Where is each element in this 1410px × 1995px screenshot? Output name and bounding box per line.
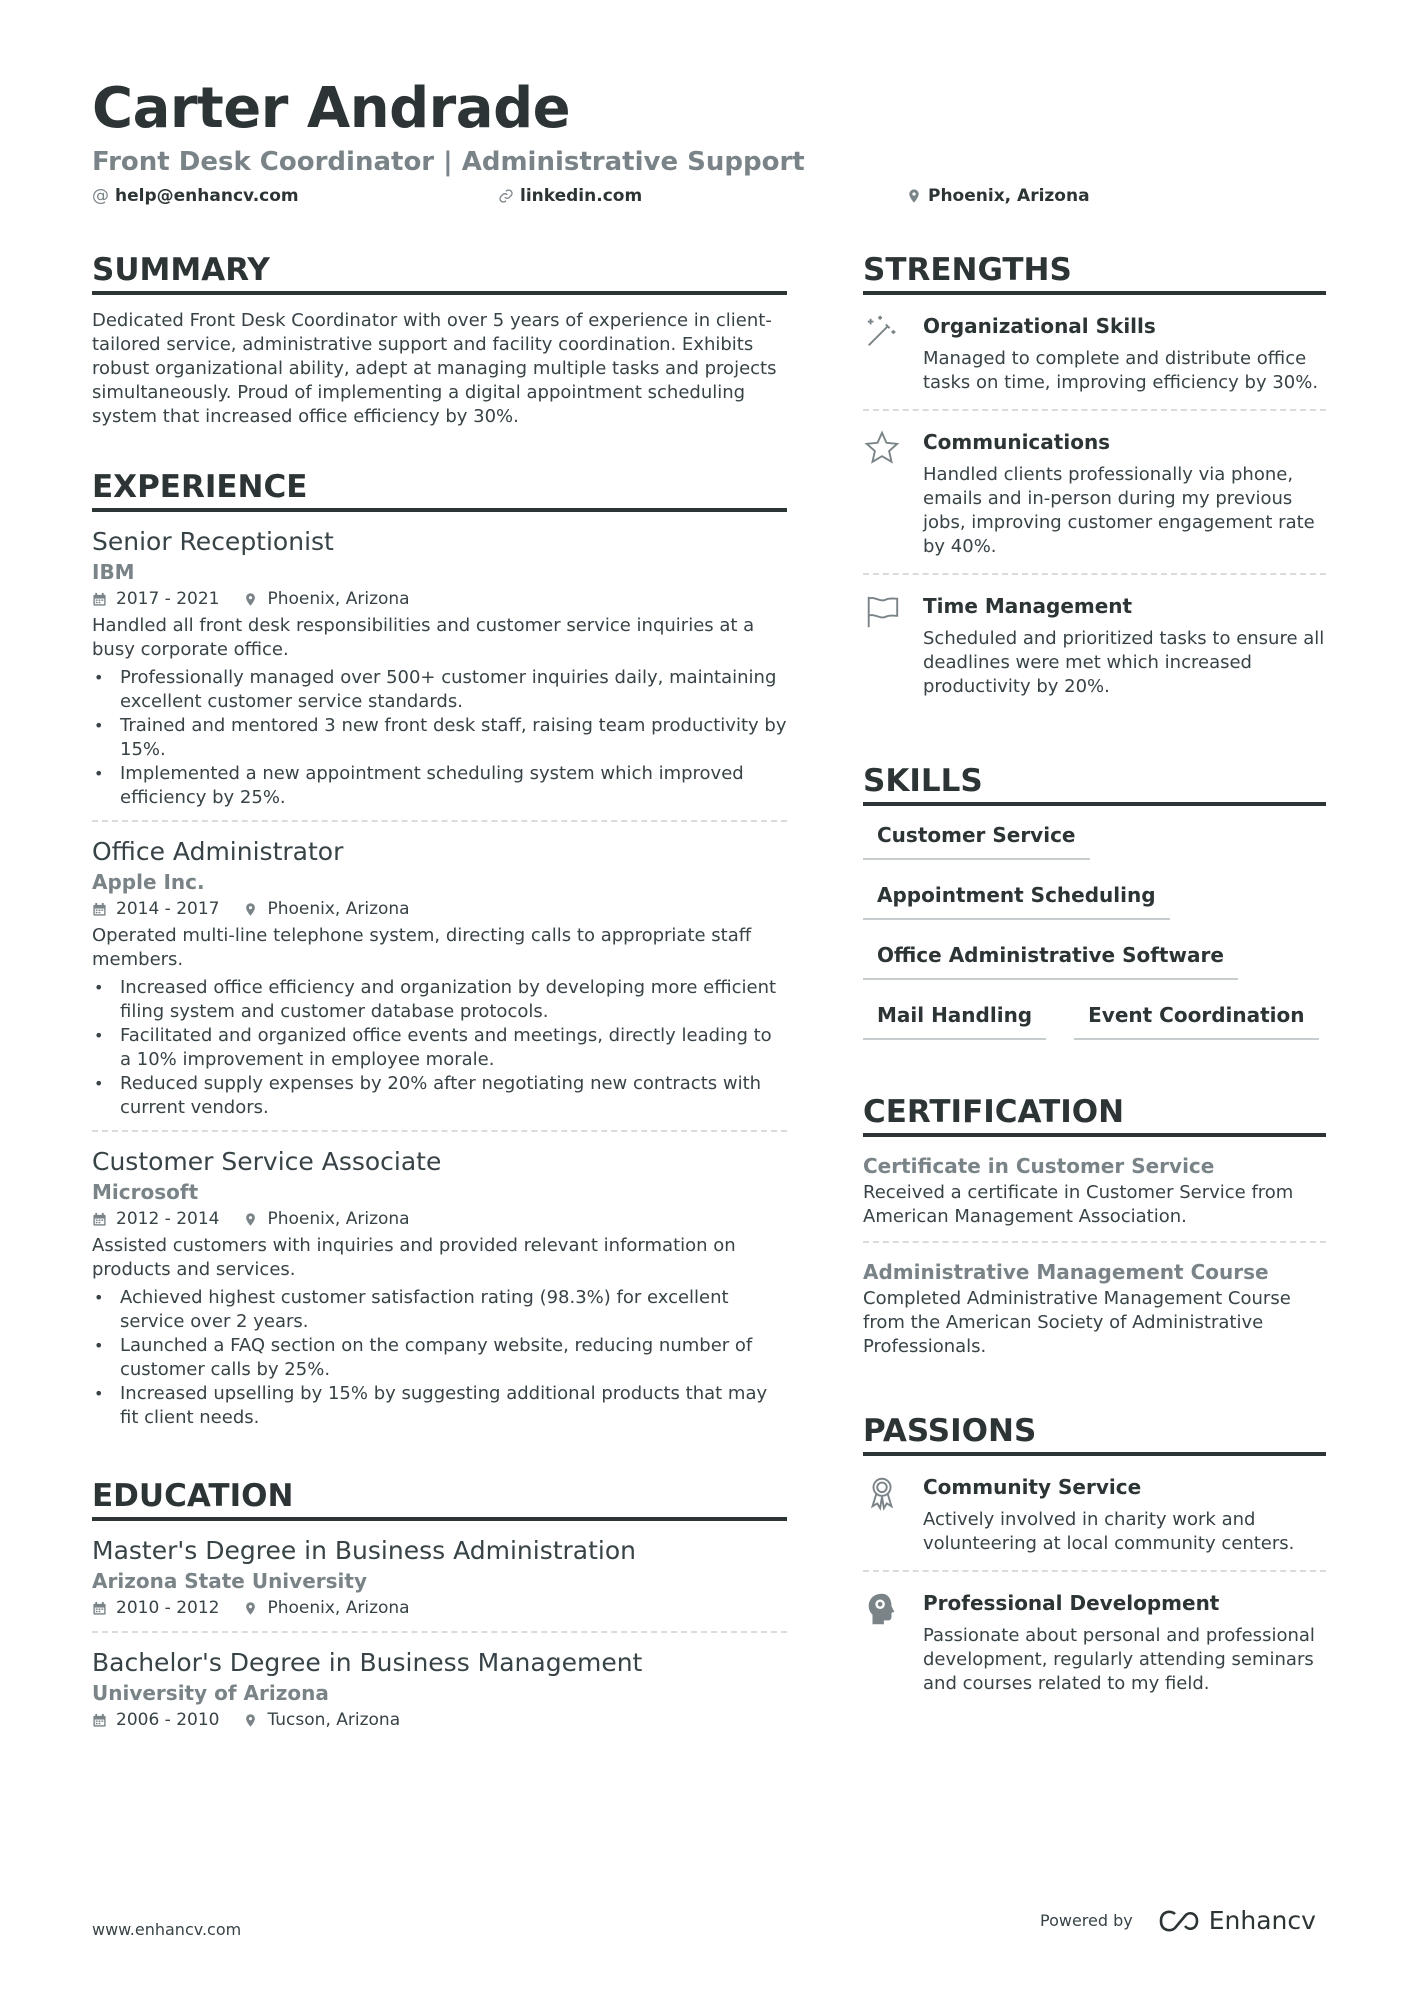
skill-tag: Event Coordination xyxy=(1074,1000,1318,1040)
map-pin-icon xyxy=(243,902,258,917)
enhancv-logo[interactable] xyxy=(1157,1906,1316,1935)
job-dates: 2014 - 2017 xyxy=(116,899,220,919)
certification-text: Received a certificate in Customer Service from American Management Association. xyxy=(863,1182,1294,1227)
star-icon xyxy=(863,429,901,467)
job-description: Operated multi-line telephone system, directing calls to appropriate staff members. xyxy=(92,925,752,970)
job-entry xyxy=(92,836,787,1132)
summary-heading: SUMMARY xyxy=(92,250,787,295)
strength-text: Handled clients professionally via phone, emails and in-person during my previous jobs, improving customer engagement rate by 40%. xyxy=(923,464,1315,557)
strength-title: Organizational Skills xyxy=(923,314,1156,338)
certification-heading: CERTIFICATION xyxy=(863,1092,1326,1137)
strength-text: Scheduled and prioritized tasks to ensure all deadlines were met which increased productivity by 20%. xyxy=(923,628,1325,697)
footer-branding xyxy=(1040,1906,1316,1935)
strength-item xyxy=(863,589,1326,713)
experience-heading: EXPERIENCE xyxy=(92,467,787,512)
passion-text: Actively involved in charity work and volunteering at local community centers. xyxy=(923,1509,1295,1554)
magic-wand-icon xyxy=(863,313,901,351)
strength-item xyxy=(863,425,1326,575)
location-text: Phoenix, Arizona xyxy=(928,186,1090,206)
link-icon xyxy=(498,188,514,204)
job-entry xyxy=(92,526,787,822)
skill-tag: Mail Handling xyxy=(863,1000,1046,1040)
passion-title: Professional Development xyxy=(923,1591,1220,1615)
contact-location xyxy=(906,184,1090,208)
degree-title: Master's Degree in Business Administration xyxy=(92,1536,637,1565)
education-heading: EDUCATION xyxy=(92,1476,787,1521)
passion-text: Passionate about personal and professional development, regularly attending seminars and courses related to my field. xyxy=(923,1625,1315,1694)
degree-title: Bachelor's Degree in Business Management xyxy=(92,1648,643,1677)
passion-title: Community Service xyxy=(923,1475,1142,1499)
job-role: Office Administrator xyxy=(92,837,344,866)
email-text: help@enhancv.com xyxy=(115,186,299,206)
calendar-icon xyxy=(92,1601,107,1616)
head-brain-icon xyxy=(863,1590,901,1628)
job-dates: 2012 - 2014 xyxy=(116,1209,220,1229)
strength-title: Communications xyxy=(923,430,1111,454)
experience-section xyxy=(92,467,787,1440)
footer-website[interactable]: www.enhancv.com xyxy=(92,1920,242,1939)
calendar-icon xyxy=(92,902,107,917)
job-bullet: • Increased office efficiency and organization by developing more efficient filing system and customer database protocols. xyxy=(92,976,787,1024)
job-role: Senior Receptionist xyxy=(92,527,334,556)
education-location: Tucson, Arizona xyxy=(267,1710,401,1730)
map-pin-icon xyxy=(243,1212,258,1227)
candidate-title: Front Desk Coordinator | Administrative Support xyxy=(92,147,805,177)
map-pin-icon xyxy=(243,592,258,607)
job-location: Phoenix, Arizona xyxy=(267,899,410,919)
brand-name: Enhancv xyxy=(1208,1906,1316,1935)
job-meta xyxy=(92,896,787,922)
job-bullet: • Launched a FAQ section on the company website, reducing number of customer calls by 25%. xyxy=(92,1334,787,1382)
job-bullet: • Increased upselling by 15% by suggesting additional products that may fit client needs. xyxy=(92,1382,787,1430)
map-pin-icon xyxy=(243,1601,258,1616)
strength-title: Time Management xyxy=(923,594,1133,618)
map-pin-icon xyxy=(243,1713,258,1728)
skills-heading: SKILLS xyxy=(863,761,1326,806)
strengths-heading: STRENGTHS xyxy=(863,250,1326,295)
job-bullets xyxy=(92,976,787,1120)
certification-item xyxy=(863,1257,1326,1371)
job-meta xyxy=(92,1206,787,1232)
strength-item xyxy=(863,309,1326,411)
job-dates: 2017 - 2021 xyxy=(116,589,220,609)
job-description: Handled all front desk responsibilities and customer service inquiries at a busy corporate office. xyxy=(92,615,755,660)
calendar-icon xyxy=(92,1713,107,1728)
contact-linkedin[interactable] xyxy=(498,184,642,208)
school-name: Arizona State University xyxy=(92,1569,367,1593)
job-company: Apple Inc. xyxy=(92,870,205,894)
award-ribbon-icon xyxy=(863,1474,901,1512)
enhancv-logo-icon xyxy=(1157,1908,1201,1934)
map-pin-icon xyxy=(906,188,922,204)
certification-text: Completed Administrative Management Course from the American Society of Administrative Professionals. xyxy=(863,1288,1291,1357)
contact-email[interactable] xyxy=(92,184,299,208)
right-column xyxy=(863,250,1326,1710)
skill-tag: Appointment Scheduling xyxy=(863,880,1170,920)
strength-text: Managed to complete and distribute office tasks on time, improving efficiency by 30%. xyxy=(923,348,1319,393)
calendar-icon xyxy=(92,1212,107,1227)
calendar-icon xyxy=(92,592,107,607)
job-bullet: • Professionally managed over 500+ customer inquiries daily, maintaining excellent customer service standards. xyxy=(92,666,787,714)
skill-tag: Office Administrative Software xyxy=(863,940,1238,980)
job-bullet: • Trained and mentored 3 new front desk staff, raising team productivity by 15%. xyxy=(92,714,787,762)
at-icon: @ xyxy=(92,186,109,206)
education-dates: 2006 - 2010 xyxy=(116,1710,220,1730)
job-description: Assisted customers with inquiries and provided relevant information on products and services. xyxy=(92,1235,736,1280)
school-name: University of Arizona xyxy=(92,1681,329,1705)
linkedin-text: linkedin.com xyxy=(520,186,643,206)
education-entry xyxy=(92,1647,787,1743)
job-company: IBM xyxy=(92,560,135,584)
education-dates: 2010 - 2012 xyxy=(116,1598,220,1618)
strengths-section xyxy=(863,250,1326,713)
education-location: Phoenix, Arizona xyxy=(267,1598,410,1618)
job-location: Phoenix, Arizona xyxy=(267,1209,410,1229)
skills-list xyxy=(863,820,1326,1040)
flag-icon xyxy=(863,593,901,631)
education-entry xyxy=(92,1535,787,1633)
candidate-name: Carter Andrade xyxy=(92,76,571,141)
passion-item xyxy=(863,1470,1326,1572)
job-company: Microsoft xyxy=(92,1180,199,1204)
skill-tag: Customer Service xyxy=(863,820,1090,860)
job-bullet: • Reduced supply expenses by 20% after negotiating new contracts with current vendors. xyxy=(92,1072,787,1120)
left-column xyxy=(92,250,787,1757)
summary-text: Dedicated Front Desk Coordinator with over 5 years of experience in client-tailored service, administrative support and facility coordination. Exhibits robust organizational ability, adept at managing multiple tasks and projects simultaneously. Proud of implementing a digital appointment scheduling system that increased office efficiency by 30%. xyxy=(92,310,777,427)
certification-title: Administrative Management Course xyxy=(863,1260,1269,1284)
certification-item xyxy=(863,1151,1326,1243)
passions-section xyxy=(863,1411,1326,1710)
job-bullet: • Implemented a new appointment scheduling system which improved efficiency by 25%. xyxy=(92,762,787,810)
certification-section xyxy=(863,1092,1326,1371)
education-meta xyxy=(92,1595,787,1621)
job-entry xyxy=(92,1146,787,1440)
certification-title: Certificate in Customer Service xyxy=(863,1154,1215,1178)
powered-by-text: Powered by xyxy=(1040,1911,1133,1930)
education-meta xyxy=(92,1707,787,1733)
skills-section xyxy=(863,761,1326,1040)
job-meta xyxy=(92,586,787,612)
job-bullet: • Achieved highest customer satisfaction rating (98.3%) for excellent service over 2 years. xyxy=(92,1286,787,1334)
job-bullets xyxy=(92,1286,787,1430)
job-bullet: • Facilitated and organized office events and meetings, directly leading to a 10% improvement in employee morale. xyxy=(92,1024,787,1072)
job-role: Customer Service Associate xyxy=(92,1147,442,1176)
passions-heading: PASSIONS xyxy=(863,1411,1326,1456)
summary-section xyxy=(92,250,787,429)
job-bullets xyxy=(92,666,787,810)
job-location: Phoenix, Arizona xyxy=(267,589,410,609)
education-section xyxy=(92,1476,787,1743)
passion-item xyxy=(863,1586,1326,1710)
